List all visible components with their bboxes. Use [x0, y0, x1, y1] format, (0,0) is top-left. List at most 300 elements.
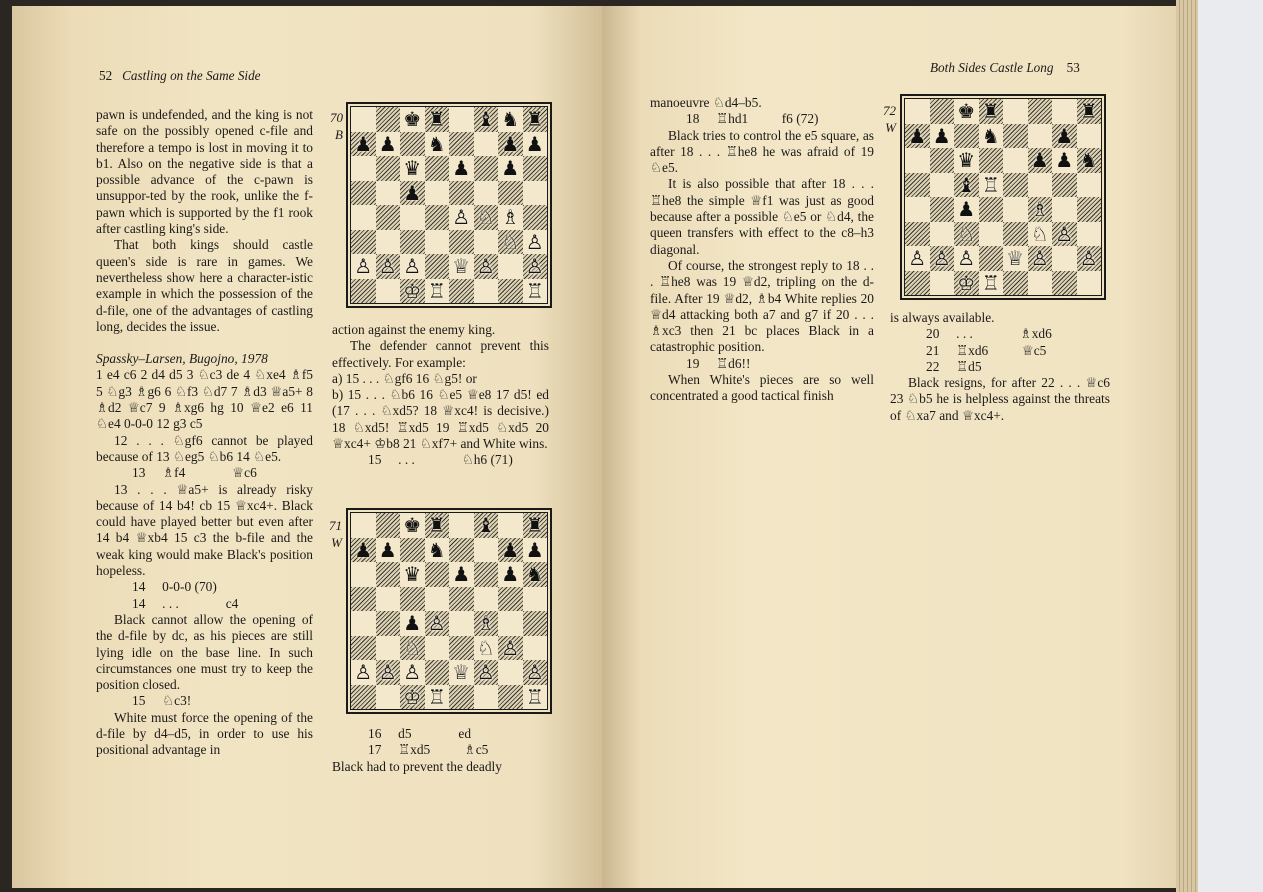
board-square: [400, 660, 425, 685]
white-piece-icon: ♙: [403, 660, 422, 685]
white-piece-icon: ♙: [427, 611, 446, 636]
page-number: 52: [99, 68, 113, 83]
board-square: [930, 197, 955, 222]
board-square: [474, 230, 499, 255]
black-piece-icon: ♜: [525, 513, 544, 538]
board-square: [474, 587, 499, 612]
white-piece-icon: ♖: [525, 684, 544, 709]
black-piece-icon: ♟: [378, 131, 397, 156]
diagram-label: [329, 517, 342, 551]
black-piece-icon: ♟: [932, 123, 951, 148]
board-square: [400, 685, 425, 710]
board-square: [425, 254, 450, 279]
left-page: [12, 6, 602, 888]
board-square: [474, 611, 499, 636]
board-square: [1003, 173, 1028, 198]
board-square: [449, 562, 474, 587]
paragraph: The defender cannot prevent this effectively. For example:: [332, 338, 549, 370]
black-piece-icon: ♝: [476, 107, 495, 132]
board-square: [979, 124, 1004, 149]
paragraph: Spassky–Larsen, Bugojno, 1978: [96, 351, 268, 367]
chess-diagram: [346, 508, 552, 714]
board-square: [930, 124, 955, 149]
board-square: [1028, 246, 1053, 271]
board-square: [523, 685, 548, 710]
paragraph: [96, 335, 313, 351]
board-square: [1028, 173, 1053, 198]
board-square: [376, 205, 401, 230]
paragraph: manoeuvre ♘d4–b5.: [650, 95, 762, 110]
black-piece-icon: ♜: [427, 107, 446, 132]
board-square: [1003, 148, 1028, 173]
board-square: [474, 254, 499, 279]
running-header: [99, 68, 261, 84]
board-square: [474, 660, 499, 685]
diagram-number: 71: [329, 518, 342, 533]
board-square: [1028, 197, 1053, 222]
board-square: [425, 230, 450, 255]
paragraph: a) 15 . . . ♘gf6 16 ♘g5! or: [332, 370, 477, 386]
board-square: [449, 587, 474, 612]
black-piece-icon: ♟: [354, 537, 373, 562]
board-square: [523, 254, 548, 279]
paragraph: Of course, the strongest reply to 18 . . . ♖he8 was 19 ♕d2, tripling on the d-file. After 19 ♕d2, ♗b4 White replies 20 ♕d4 attacking both a7 and g7 if 20 . . . ♗xc3 then 21 bc places Black in a catastrophic position.: [650, 257, 874, 355]
text-column: [332, 322, 549, 469]
board-square: [1052, 99, 1077, 124]
text-column: [890, 310, 1110, 424]
board-square: [449, 230, 474, 255]
diagram-label: [330, 109, 343, 143]
black-piece-icon: ♟: [501, 156, 520, 181]
diagram-label: [883, 102, 896, 136]
board-square: [1077, 173, 1102, 198]
diagram-side: W: [331, 535, 342, 550]
board-square: [1052, 197, 1077, 222]
board-square: [1077, 99, 1102, 124]
board-square: [400, 513, 425, 538]
board-square: [1052, 246, 1077, 271]
board-square: [905, 271, 930, 296]
board-square: [351, 279, 376, 304]
white-piece-icon: ♖: [427, 278, 446, 303]
paragraph: Black cannot allow the opening of the d-file by dc, as his pieces are still lying idle on the base line. In such circumstances one must try to keep the position closed.: [96, 611, 313, 693]
board-square: [376, 513, 401, 538]
board-square: [351, 611, 376, 636]
board-square: [523, 611, 548, 636]
board-square: [400, 279, 425, 304]
board-square: [376, 107, 401, 132]
running-header: [930, 60, 1080, 76]
chessboard: [904, 98, 1102, 296]
black-piece-icon: ♜: [525, 107, 544, 132]
paragraph: Black had to prevent the deadly: [332, 758, 502, 774]
board-square: [474, 205, 499, 230]
paragraph: 14 . . . c4: [132, 595, 239, 611]
black-piece-icon: ♛: [957, 148, 976, 173]
board-square: [523, 660, 548, 685]
board-square: [474, 279, 499, 304]
board-square: [498, 279, 523, 304]
board-square: [1003, 99, 1028, 124]
board-square: [351, 132, 376, 157]
board-square: [905, 99, 930, 124]
white-piece-icon: ♙: [525, 254, 544, 279]
board-square: [449, 132, 474, 157]
board-square: [930, 148, 955, 173]
chess-diagram: [900, 94, 1106, 300]
board-square: [1028, 271, 1053, 296]
board-square: [498, 230, 523, 255]
white-piece-icon: ♙: [354, 660, 373, 685]
text-column: [650, 95, 874, 405]
paragraph: 15 ♘c3!: [132, 693, 192, 709]
board-square: [979, 173, 1004, 198]
board-square: [1077, 222, 1102, 247]
board-square: [449, 611, 474, 636]
black-piece-icon: ♟: [908, 123, 927, 148]
board-square: [400, 254, 425, 279]
paragraph: 13 . . . ♕a5+ is already risky because of 14 b4! cb 15 ♕xc4+. Black could have played better but even after 14 b4 ♕xb4 15 c3 the b-file and the weak king would make Black's position hopeless.: [96, 481, 313, 579]
black-piece-icon: ♟: [525, 537, 544, 562]
black-piece-icon: ♜: [1079, 99, 1098, 124]
text-column: [332, 726, 549, 775]
board-square: [449, 636, 474, 661]
board-square: [376, 611, 401, 636]
board-square: [351, 685, 376, 710]
white-piece-icon: ♔: [403, 278, 422, 303]
paragraph: Black resigns, for after 22 . . . ♕c6 23 ♘b5 he is helpless against the threats of ♘xa7 and ♕xc4+.: [890, 375, 1110, 423]
board-square: [400, 636, 425, 661]
board-square: [425, 685, 450, 710]
board-square: [930, 271, 955, 296]
board-square: [979, 197, 1004, 222]
board-square: [523, 562, 548, 587]
white-piece-icon: ♙: [1079, 246, 1098, 271]
board-square: [376, 132, 401, 157]
board-square: [905, 124, 930, 149]
board-square: [400, 205, 425, 230]
paragraph: 18 ♖hd1 f6 (72): [686, 111, 819, 127]
board-square: [905, 246, 930, 271]
diagram-number: 72: [883, 103, 896, 118]
board-square: [930, 222, 955, 247]
board-square: [1052, 222, 1077, 247]
white-piece-icon: ♘: [476, 635, 495, 660]
board-square: [376, 181, 401, 206]
board-square: [400, 562, 425, 587]
board-square: [400, 538, 425, 563]
board-square: [1003, 271, 1028, 296]
black-piece-icon: ♚: [957, 99, 976, 124]
board-square: [425, 205, 450, 230]
paragraph: b) 15 . . . ♘b6 16 ♘e5 ♕e8 17 d5! ed (17 . . . ♘xd5? 18 ♕xc4! is decisive.) 18 ♘xd5! ♖xd5 19 ♖xd5 ♘xd5 20 ♕xc4+ ♔b8 21 ♘xf7+ and White wins.: [332, 387, 549, 452]
board-square: [523, 279, 548, 304]
running-title: Both Sides Castle Long: [930, 60, 1054, 75]
board-square: [523, 587, 548, 612]
white-piece-icon: ♔: [403, 684, 422, 709]
board-square: [979, 222, 1004, 247]
black-piece-icon: ♛: [403, 562, 422, 587]
board-square: [376, 562, 401, 587]
board-square: [498, 254, 523, 279]
board-square: [449, 156, 474, 181]
board-square: [523, 230, 548, 255]
white-piece-icon: ♗: [1030, 197, 1049, 222]
board-square: [425, 132, 450, 157]
paragraph: action against the enemy king.: [332, 322, 496, 337]
diagram-side: W: [885, 120, 896, 135]
board-square: [954, 99, 979, 124]
white-piece-icon: ♙: [452, 205, 471, 230]
right-page: [602, 6, 1194, 888]
white-piece-icon: ♙: [378, 660, 397, 685]
board-square: [1003, 124, 1028, 149]
board-square: [1052, 124, 1077, 149]
board-square: [954, 148, 979, 173]
black-piece-icon: ♟: [501, 562, 520, 587]
board-square: [930, 99, 955, 124]
board-square: [351, 660, 376, 685]
board-square: [376, 279, 401, 304]
board-square: [376, 660, 401, 685]
board-square: [474, 181, 499, 206]
board-square: [425, 107, 450, 132]
board-square: [498, 132, 523, 157]
white-piece-icon: ♙: [476, 660, 495, 685]
board-square: [1003, 197, 1028, 222]
white-piece-icon: ♙: [403, 254, 422, 279]
paragraph: 21 ♖xd6 ♕c5: [926, 342, 1047, 358]
white-piece-icon: ♖: [981, 270, 1000, 295]
board-square: [400, 107, 425, 132]
paragraph: 13 ♗f4 ♕c6: [132, 465, 257, 481]
board-square: [351, 538, 376, 563]
page-number: 53: [1066, 60, 1080, 75]
board-square: [351, 230, 376, 255]
white-piece-icon: ♘: [1030, 221, 1049, 246]
board-square: [1077, 197, 1102, 222]
board-square: [523, 538, 548, 563]
white-piece-icon: ♘: [957, 221, 976, 246]
board-square: [400, 230, 425, 255]
black-piece-icon: ♞: [1079, 148, 1098, 173]
board-square: [905, 222, 930, 247]
white-piece-icon: ♙: [1030, 246, 1049, 271]
black-piece-icon: ♞: [501, 107, 520, 132]
board-square: [351, 107, 376, 132]
chessboard: [350, 512, 548, 710]
chess-diagram: [346, 102, 552, 308]
white-piece-icon: ♘: [403, 635, 422, 660]
board-square: [376, 636, 401, 661]
paragraph: It is also possible that after 18 . . . ♖he8 the simple ♕f1 was just as good because after a possible ♘e5 or ♘d4, the queen transfers with effect to the c8–h3 diagonal.: [650, 176, 874, 257]
board-square: [498, 660, 523, 685]
paragraph: 19 ♖d6!!: [686, 355, 751, 371]
board-square: [449, 205, 474, 230]
board-square: [351, 254, 376, 279]
board-square: [376, 587, 401, 612]
white-piece-icon: ♔: [957, 270, 976, 295]
board-square: [351, 513, 376, 538]
white-piece-icon: ♘: [501, 229, 520, 254]
board-square: [1028, 148, 1053, 173]
board-square: [351, 181, 376, 206]
white-piece-icon: ♙: [1055, 221, 1074, 246]
white-piece-icon: ♙: [501, 635, 520, 660]
board-square: [979, 99, 1004, 124]
board-square: [425, 181, 450, 206]
board-square: [1052, 148, 1077, 173]
board-square: [954, 173, 979, 198]
black-piece-icon: ♟: [957, 197, 976, 222]
board-square: [905, 173, 930, 198]
board-square: [400, 132, 425, 157]
black-piece-icon: ♟: [501, 131, 520, 156]
black-piece-icon: ♟: [403, 611, 422, 636]
board-square: [474, 107, 499, 132]
black-piece-icon: ♟: [354, 131, 373, 156]
white-piece-icon: ♕: [1006, 246, 1025, 271]
board-square: [498, 205, 523, 230]
white-piece-icon: ♙: [957, 246, 976, 271]
white-piece-icon: ♖: [427, 684, 446, 709]
board-square: [449, 279, 474, 304]
board-square: [1003, 222, 1028, 247]
board-square: [905, 148, 930, 173]
paragraph: 1 e4 c6 2 d4 d5 3 ♘c3 de 4 ♘xe4 ♗f5 5 ♘g3 ♗g6 6 ♘f3 ♘d7 7 ♗d3 ♕a5+ 8 ♗d2 ♕c7 9 ♗xg6 hg 10 ♕e2 e6 11 ♘e4 0-0-0 12 g3 c5: [96, 367, 313, 432]
paragraph: Black tries to control the e5 square, as after 18 . . . ♖he8 he was afraid of 19 ♘e5.: [650, 127, 874, 176]
black-piece-icon: ♟: [452, 562, 471, 587]
board-square: [474, 685, 499, 710]
white-piece-icon: ♖: [525, 278, 544, 303]
board-square: [425, 660, 450, 685]
board-square: [449, 513, 474, 538]
board-square: [474, 513, 499, 538]
board-square: [523, 205, 548, 230]
board-square: [449, 254, 474, 279]
board-square: [449, 685, 474, 710]
black-piece-icon: ♟: [452, 156, 471, 181]
board-square: [376, 538, 401, 563]
paragraph: is always available.: [890, 310, 995, 325]
board-square: [954, 222, 979, 247]
black-piece-icon: ♝: [476, 513, 495, 538]
board-square: [474, 538, 499, 563]
board-square: [523, 156, 548, 181]
chessboard: [350, 106, 548, 304]
black-piece-icon: ♟: [1055, 123, 1074, 148]
diagram-number: 70: [330, 110, 343, 125]
black-piece-icon: ♚: [403, 107, 422, 132]
board-square: [351, 562, 376, 587]
black-piece-icon: ♞: [981, 123, 1000, 148]
board-square: [376, 254, 401, 279]
board-square: [498, 587, 523, 612]
board-square: [400, 181, 425, 206]
board-square: [1077, 124, 1102, 149]
board-square: [449, 538, 474, 563]
board-square: [474, 562, 499, 587]
board-square: [1077, 148, 1102, 173]
board-square: [523, 132, 548, 157]
board-square: [376, 230, 401, 255]
board-square: [425, 279, 450, 304]
board-square: [498, 107, 523, 132]
board-square: [474, 156, 499, 181]
board-square: [954, 197, 979, 222]
board-square: [1052, 173, 1077, 198]
board-square: [1028, 99, 1053, 124]
board-square: [400, 156, 425, 181]
white-piece-icon: ♙: [525, 229, 544, 254]
board-square: [1077, 246, 1102, 271]
black-piece-icon: ♟: [525, 131, 544, 156]
board-square: [425, 513, 450, 538]
board-square: [498, 685, 523, 710]
black-piece-icon: ♟: [403, 180, 422, 205]
board-square: [930, 246, 955, 271]
board-square: [930, 173, 955, 198]
board-square: [351, 205, 376, 230]
board-square: [449, 107, 474, 132]
running-title: Castling on the Same Side: [122, 68, 261, 83]
white-piece-icon: ♕: [452, 254, 471, 279]
scanner-background: [1198, 0, 1263, 892]
board-square: [425, 156, 450, 181]
board-square: [523, 181, 548, 206]
board-square: [449, 181, 474, 206]
board-square: [400, 611, 425, 636]
black-piece-icon: ♞: [427, 537, 446, 562]
paragraph: White must force the opening of the d-file by d4–d5, in order to use his positional advantage in: [96, 709, 313, 758]
board-square: [1052, 271, 1077, 296]
black-piece-icon: ♟: [1030, 148, 1049, 173]
board-square: [954, 246, 979, 271]
black-piece-icon: ♟: [501, 537, 520, 562]
board-square: [523, 636, 548, 661]
board-square: [376, 156, 401, 181]
black-piece-icon: ♚: [403, 513, 422, 538]
board-square: [979, 271, 1004, 296]
white-piece-icon: ♙: [932, 246, 951, 271]
black-piece-icon: ♞: [427, 131, 446, 156]
board-square: [449, 660, 474, 685]
board-square: [474, 132, 499, 157]
white-piece-icon: ♙: [476, 254, 495, 279]
board-square: [523, 513, 548, 538]
board-square: [351, 156, 376, 181]
black-piece-icon: ♝: [957, 172, 976, 197]
board-square: [425, 538, 450, 563]
black-piece-icon: ♜: [427, 513, 446, 538]
paragraph: That both kings should castle queen's side is rare in games. We nevertheless show here a character-istic example in which the possession of the d-file, one of the advantages of castling long, decides the issue.: [96, 237, 313, 334]
board-square: [400, 587, 425, 612]
board-square: [498, 562, 523, 587]
white-piece-icon: ♙: [354, 254, 373, 279]
board-square: [425, 562, 450, 587]
white-piece-icon: ♘: [476, 205, 495, 230]
white-piece-icon: ♕: [452, 660, 471, 685]
board-square: [954, 124, 979, 149]
board-square: [954, 271, 979, 296]
page-edges: [1176, 0, 1198, 892]
white-piece-icon: ♖: [981, 172, 1000, 197]
board-square: [351, 636, 376, 661]
board-square: [1003, 246, 1028, 271]
board-square: [1028, 124, 1053, 149]
black-piece-icon: ♟: [378, 537, 397, 562]
black-piece-icon: ♞: [525, 562, 544, 587]
